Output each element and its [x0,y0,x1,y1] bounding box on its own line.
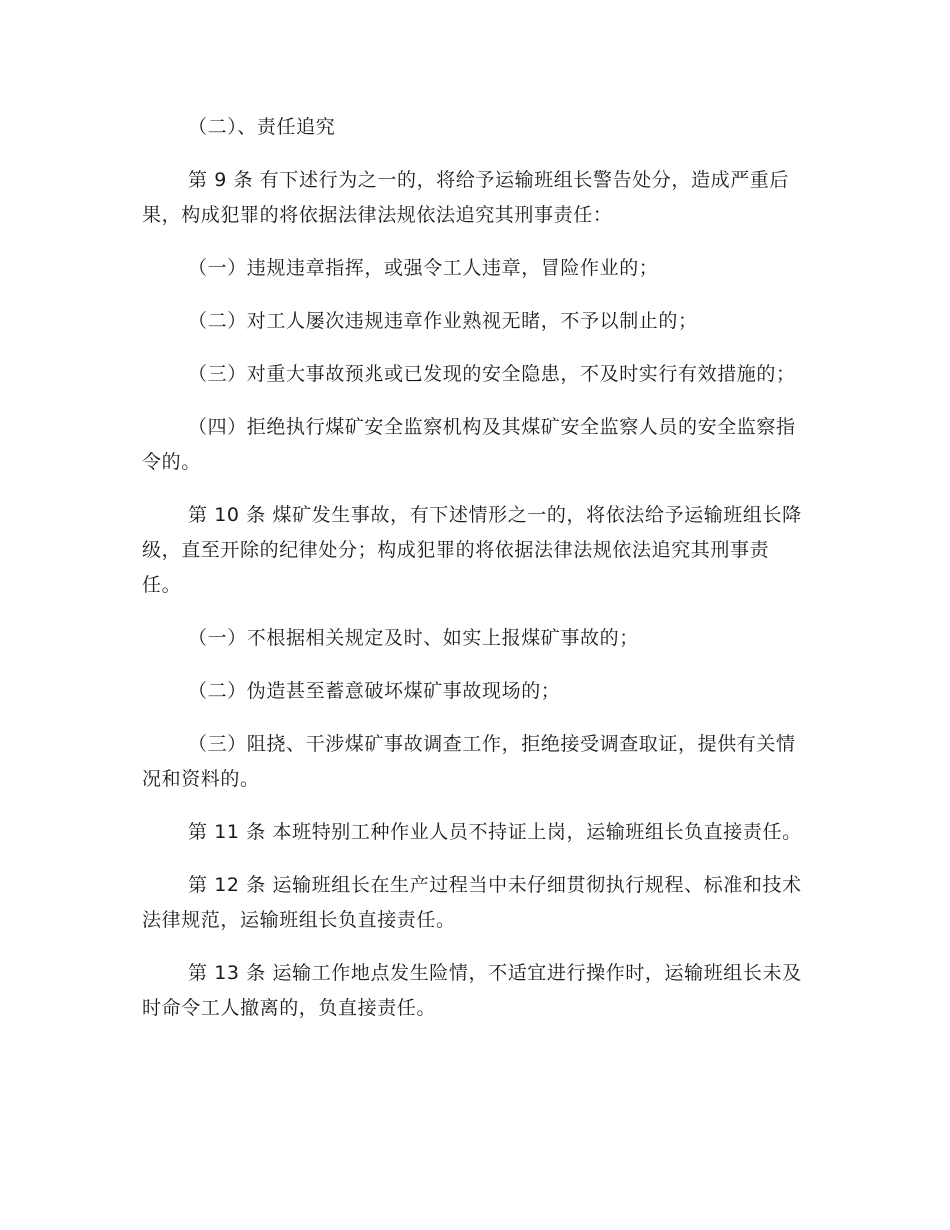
article-9: 第 9 条 有下述行为之一的，将给予运输班组长警告处分，造成严重后果，构成犯罪的将依据法律法规依法追究其刑事责任： [142,169,790,226]
article-9-item-4: （四）拒绝执行煤矿安全监察机构及其煤矿安全监察人员的安全监察指令的。 [142,416,796,473]
section-title: （二）、责任追究 [188,116,336,138]
article-9-item-1: （一）违规违章指挥，或强令工人违章，冒险作业的； [188,257,659,279]
article-10: 第 10 条 煤矿发生事故，有下述情形之一的，将依法给予运输班组长降级，直至开除的纪律处分；构成犯罪的将依据法律法规依法追究其刑事责任。 [142,504,802,596]
article-13: 第 13 条 运输工作地点发生险情，不适宜进行操作时，运输班组长未及时命令工人撤离的，负直接责任。 [142,962,802,1019]
document-body [142,110,808,1026]
article-10-item-3: （三）阻挠、干涉煤矿事故调查工作，拒绝接受调查取证，提供有关情况和资料的。 [142,733,796,790]
article-10-item-2: （二）伪造甚至蓄意破坏煤矿事故现场的； [188,680,561,702]
article-11: 第 11 条 本班特别工种作业人员不持证上岗，运输班组长负直接责任。 [188,821,802,843]
article-9-item-3: （三）对重大事故预兆或已发现的安全隐患，不及时实行有效措施的； [188,363,796,385]
article-12: 第 12 条 运输班组长在生产过程当中未仔细贯彻执行规程、标准和技术法律规范，运输班组长负直接责任。 [142,874,802,931]
article-10-item-1: （一）不根据相关规定及时、如实上报煤矿事故的； [188,627,639,649]
article-9-item-2: （二）对工人屡次违规违章作业熟视无睹，不予以制止的； [188,310,698,332]
